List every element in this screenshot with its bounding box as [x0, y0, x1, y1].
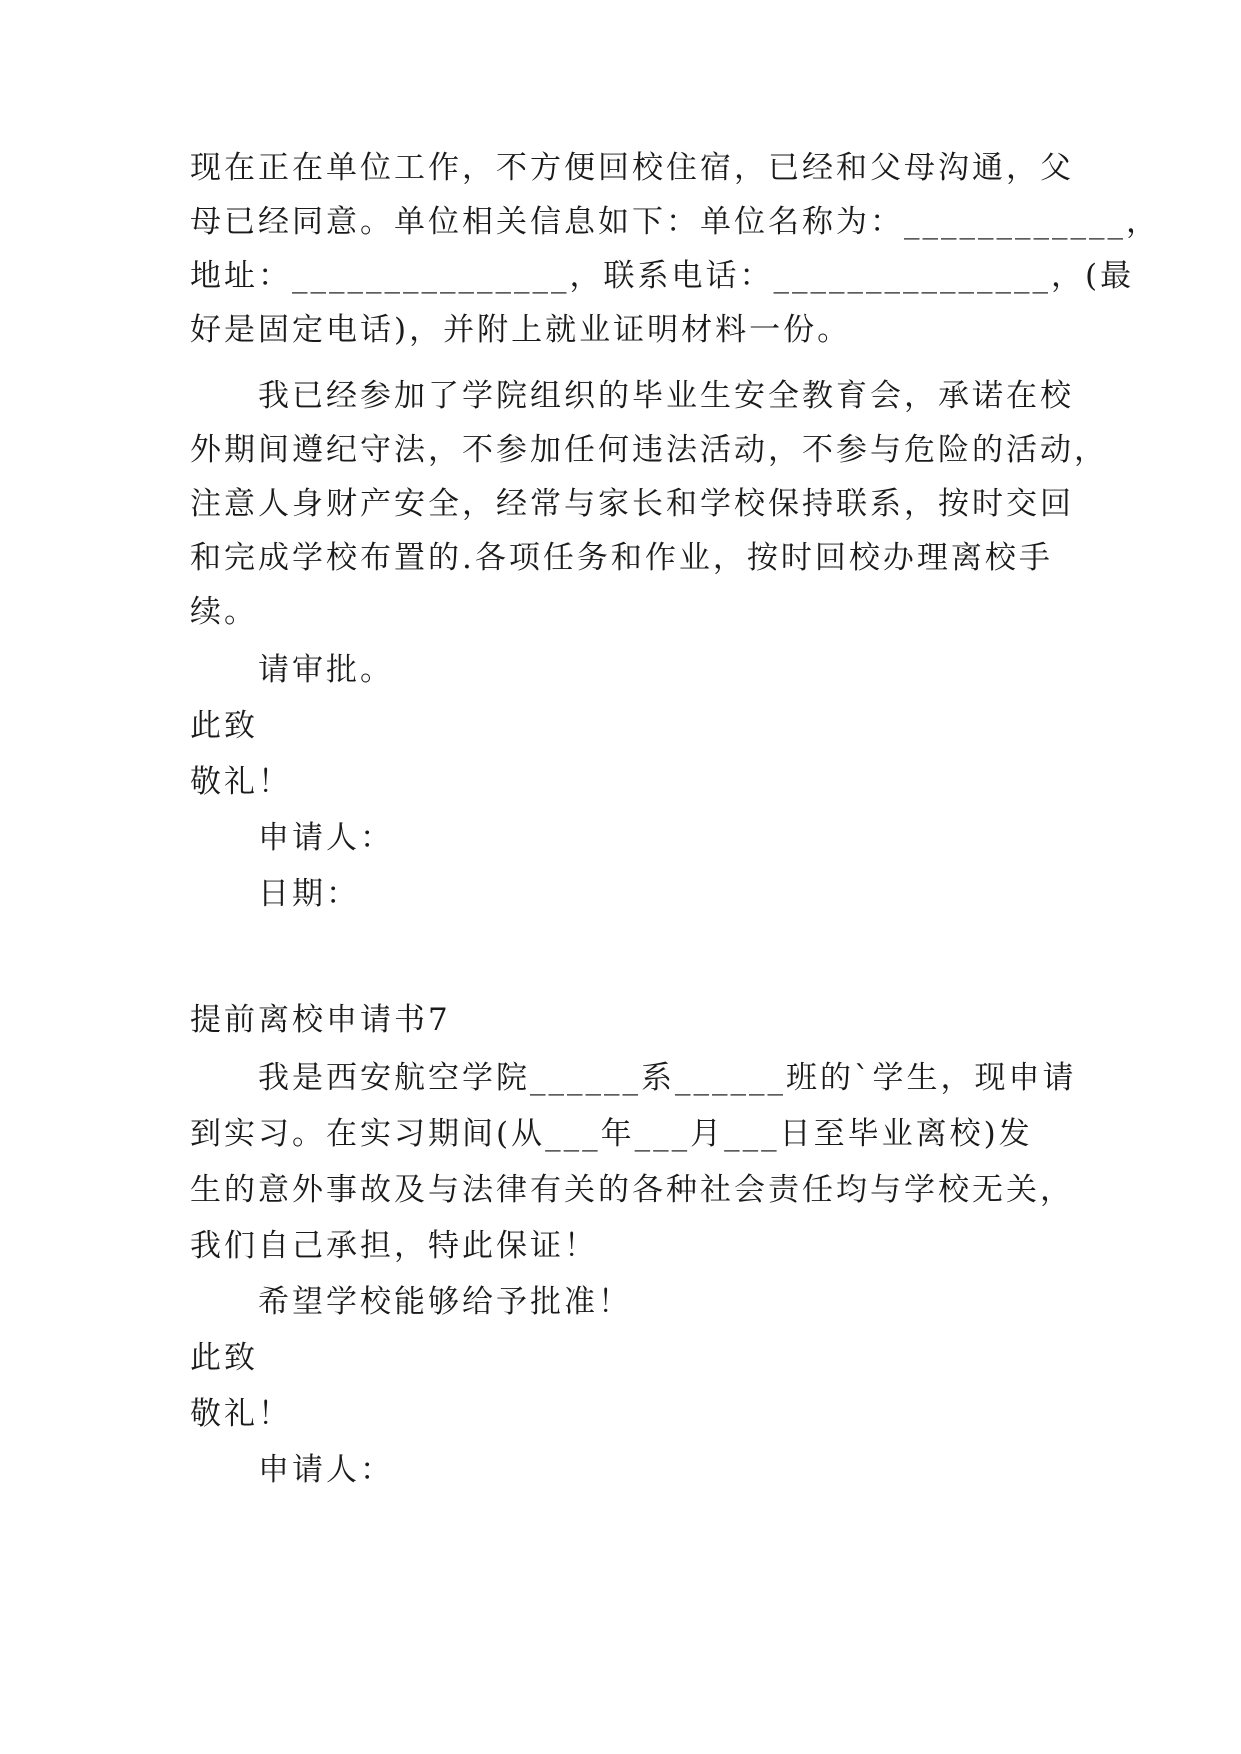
closing-salutation: 敬礼！ [190, 1396, 292, 1432]
paragraph-line: 和完成学校布置的.各项任务和作业，按时回校办理离校手 [190, 540, 1053, 576]
paragraph-line: 注意人身财产安全，经常与家长和学校保持联系，按时交回 [190, 486, 1074, 522]
closing-greeting: 此致 [190, 708, 258, 744]
paragraph-line: 外期间遵纪守法，不参加任何违法活动，不参与危险的活动， [190, 432, 1108, 468]
hope-statement: 希望学校能够给予批准！ [258, 1284, 632, 1320]
paragraph-line: 到实习。在实习期间(从___年___月___日至毕业离校)发 [190, 1116, 1033, 1152]
section-title: 提前离校申请书7 [190, 1002, 451, 1038]
paragraph-line: 母已经同意。单位相关信息如下：单位名称为：____________， [190, 204, 1160, 240]
paragraph-line: 地址：_______________，联系电话：_______________，(最 [190, 258, 1135, 294]
paragraph-line: 我是西安航空学院______系______班的`学生，现申请 [258, 1060, 1077, 1096]
paragraph-line: 我们自己承担，特此保证！ [190, 1228, 598, 1264]
date-label: 日期： [258, 876, 360, 912]
applicant-label: 申请人： [258, 820, 394, 856]
paragraph-line: 我已经参加了学院组织的毕业生安全教育会，承诺在校 [258, 378, 1074, 414]
applicant-label: 申请人： [258, 1452, 394, 1488]
paragraph-line: 续。 [190, 594, 258, 630]
request-approval: 请审批。 [258, 652, 394, 688]
paragraph-line: 现在正在单位工作，不方便回校住宿，已经和父母沟通，父 [190, 150, 1074, 186]
paragraph-line: 好是固定电话)，并附上就业证明材料一份。 [190, 312, 852, 348]
paragraph-line: 生的意外事故及与法律有关的各种社会责任均与学校无关， [190, 1172, 1074, 1208]
closing-salutation: 敬礼！ [190, 764, 292, 800]
closing-greeting: 此致 [190, 1340, 258, 1376]
